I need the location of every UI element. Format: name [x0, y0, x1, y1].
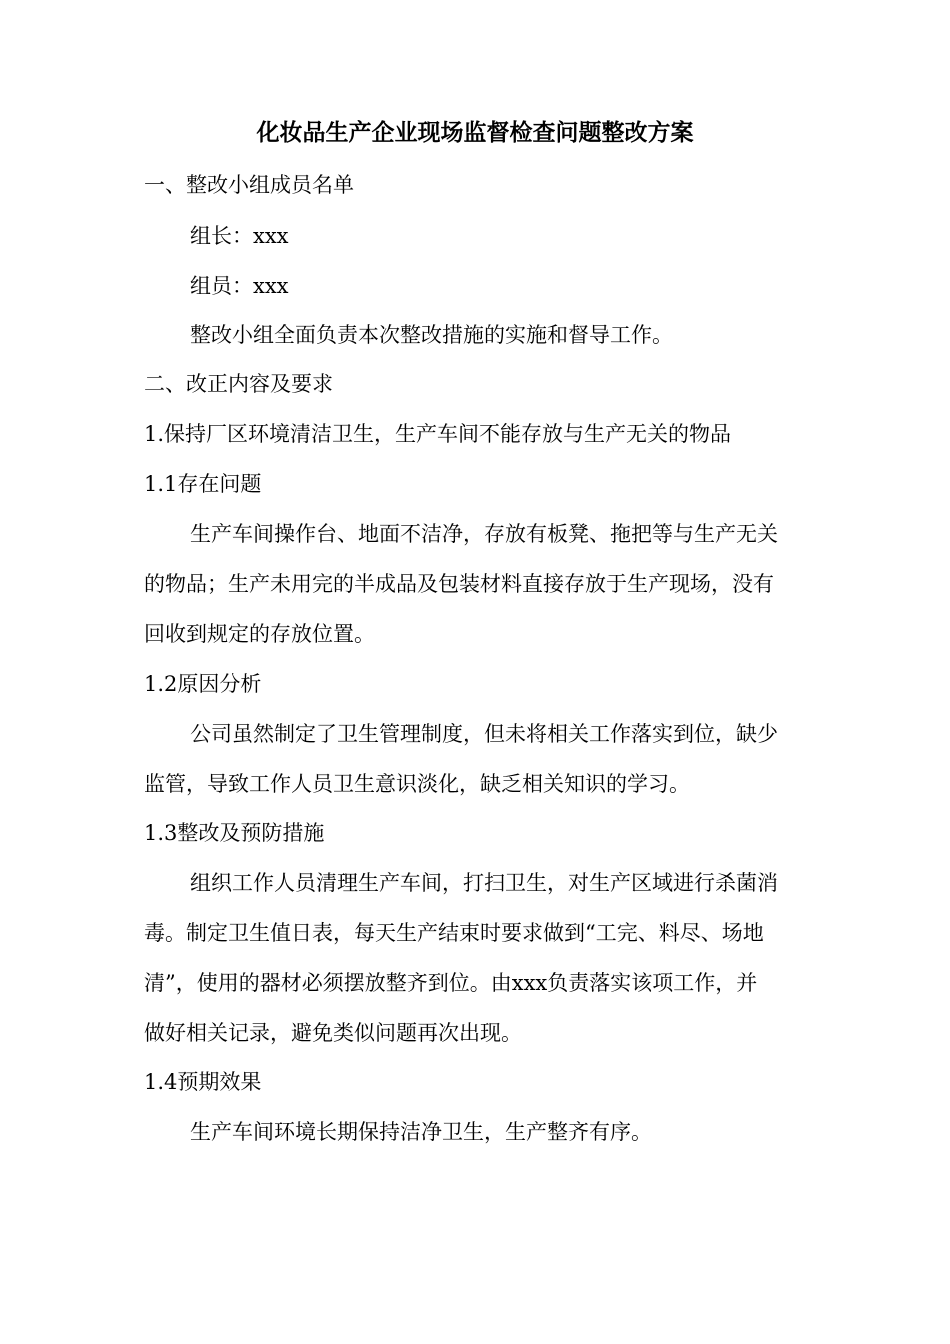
- paragraph-line: 回收到规定的存放位置。: [144, 622, 375, 646]
- item-1-heading: 1.保持厂区环境清洁卫生，生产车间不能存放与生产无关的物品: [144, 422, 732, 446]
- section-2-heading: 二、改正内容及要求: [144, 372, 333, 396]
- paragraph-line: 监管，导致工作人员卫生意识淡化，缺乏相关知识的学习。: [144, 772, 690, 796]
- paragraph-line: 做好相关记录，避免类似问题再次出现。: [144, 1021, 522, 1045]
- subsection-1-4-heading: 1.4预期效果: [144, 1070, 262, 1094]
- subsection-1-2-heading: 1.2原因分析: [144, 672, 262, 696]
- subsection-1-1-heading: 1.1存在问题: [144, 472, 262, 496]
- section-1-heading: 一、整改小组成员名单: [144, 173, 354, 197]
- team-description: 整改小组全面负责本次整改措施的实施和督导工作。: [190, 323, 673, 347]
- paragraph-line: 组织工作人员清理生产车间，打扫卫生，对生产区域进行杀菌消: [190, 871, 778, 895]
- team-leader: 组长：xxx: [190, 224, 289, 248]
- document-title: 化妆品生产企业现场监督检查问题整改方案: [256, 119, 694, 146]
- paragraph-line: 生产车间操作台、地面不洁净，存放有板凳、拖把等与生产无关: [190, 522, 778, 546]
- paragraph-line: 清”，使用的器材必须摆放整齐到位。由xxx负责落实该项工作，并: [144, 971, 758, 995]
- paragraph-line: 毒。制定卫生值日表，每天生产结束时要求做到“工完、料尽、场地: [144, 921, 764, 945]
- subsection-1-3-heading: 1.3整改及预防措施: [144, 821, 325, 845]
- team-members: 组员：xxx: [190, 274, 289, 298]
- paragraph-line: 公司虽然制定了卫生管理制度，但未将相关工作落实到位，缺少: [190, 722, 778, 746]
- paragraph-line: 生产车间环境长期保持洁净卫生，生产整齐有序。: [190, 1120, 652, 1144]
- paragraph-line: 的物品；生产未用完的半成品及包装材料直接存放于生产现场，没有: [144, 572, 774, 596]
